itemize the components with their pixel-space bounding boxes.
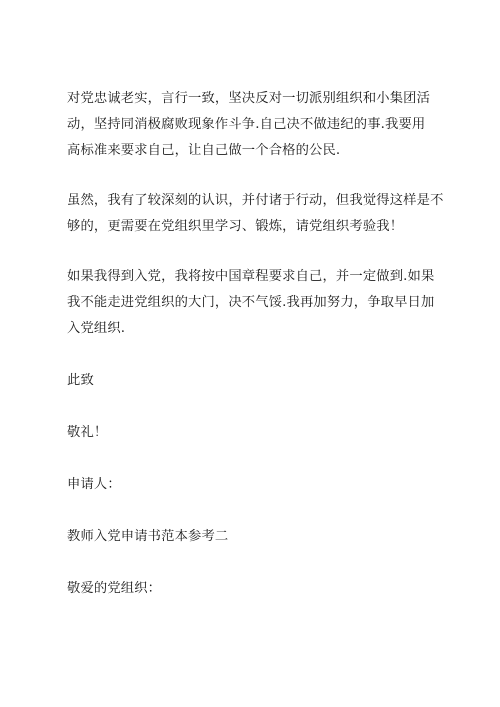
section-title: 教师入党申请书范本参考二 (67, 529, 229, 544)
paragraph-loyalty: 对党忠诚老实，言行一致，坚决反对一切派别组织和小集团活 动，坚持同消极腐败现象作斗争.自己决不做违纪的事.我要用 高标准来要求自己，让自己做一个合格的公民. (67, 91, 431, 158)
paragraph-commitment: 如果我得到入党，我将按中国章程要求自己，并一定做到.如果 我不能走进党组织的大门，决不气馁.我再加努力，争取早日加 入党组织. (67, 269, 435, 336)
closing-respect: 敬礼！ (67, 425, 108, 440)
document-body (67, 86, 451, 602)
applicant-label: 申请人： (67, 477, 121, 492)
closing-salutation: 此致 (67, 373, 94, 388)
paragraph-understanding: 虽然，我有了较深刻的认识，并付诸于行动，但我觉得这样是不 够的，更需要在党组织里学习、锻炼，请党组织考验我！ (67, 193, 444, 234)
greeting: 敬爱的党组织： (67, 581, 162, 596)
